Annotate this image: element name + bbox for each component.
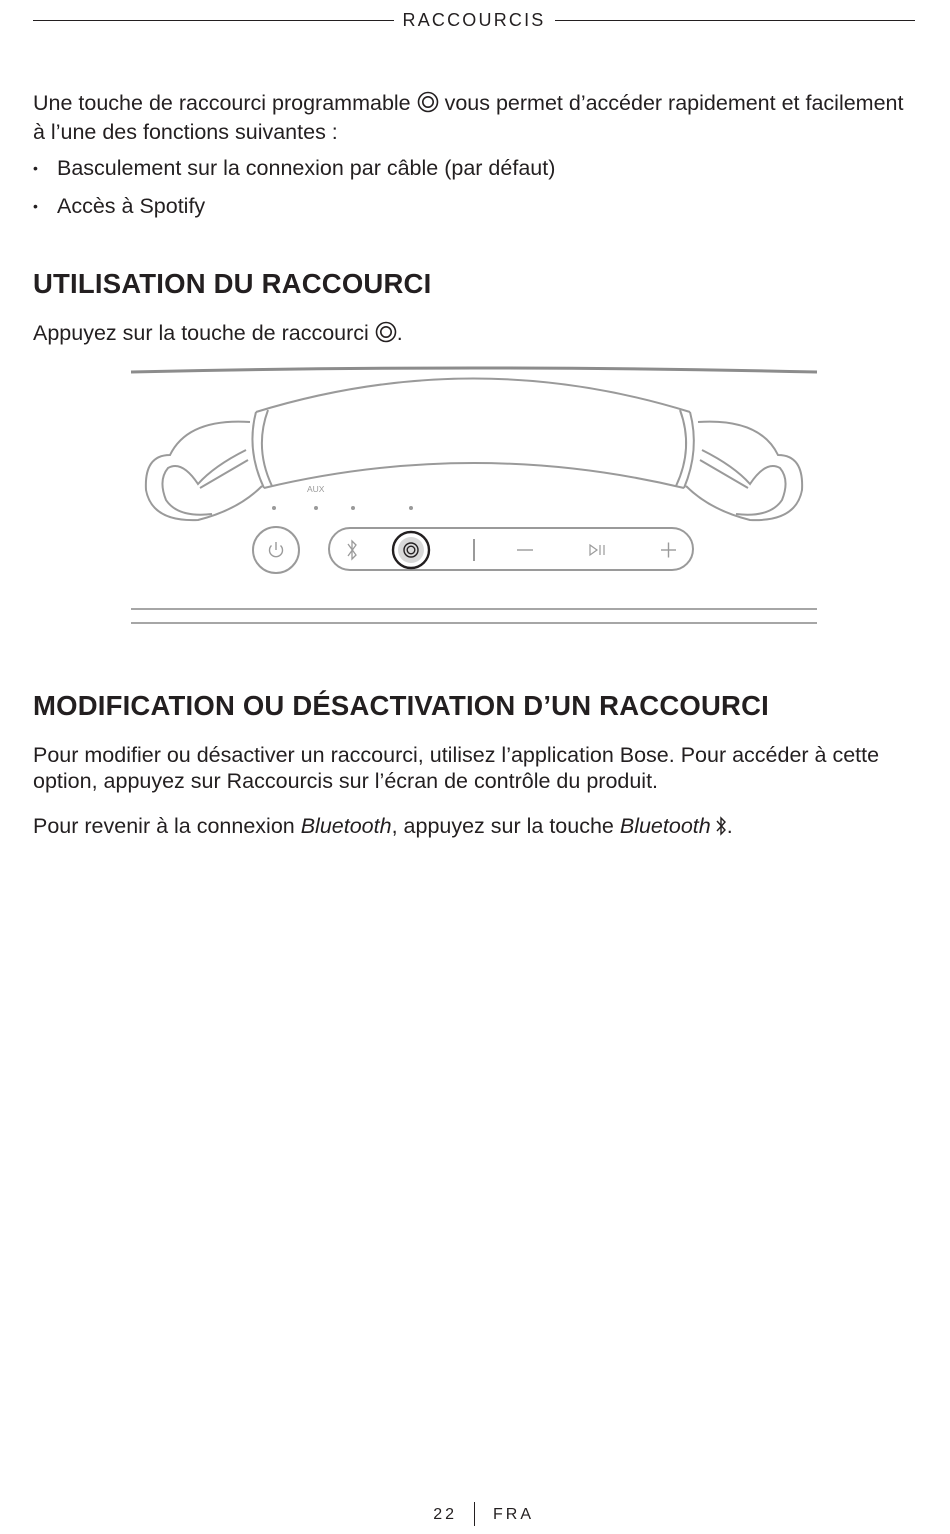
page-number: 22: [433, 1506, 457, 1523]
use-heading: UTILISATION DU RACCOURCI: [33, 268, 432, 299]
bluetooth-italic: Bluetooth: [619, 814, 711, 838]
modify-paragraph-block: [33, 742, 913, 794]
intro-text-after: vous permet d’accéder rapidement et facilement à l’une des fonctions suivantes :: [33, 91, 904, 144]
shortcut-button-highlight: [393, 532, 429, 568]
bluetooth-icon: [715, 816, 727, 842]
bluetooth-icon: [348, 541, 356, 559]
intro-paragraph: [33, 90, 913, 145]
use-section: [33, 268, 913, 300]
speaker-illustration: [128, 360, 820, 630]
page-footer: [0, 1500, 950, 1530]
aux-label: AUX: [307, 484, 325, 494]
header-rule-right: [555, 20, 916, 21]
intro-text-before: Une touche de raccourci programmable: [33, 91, 417, 115]
bullet-icon: •: [33, 198, 38, 214]
header-rule-left: [33, 20, 394, 21]
volume-up-icon: [661, 543, 676, 558]
use-instruction-block: [33, 320, 913, 349]
intro-block: [33, 90, 913, 145]
modify-heading: MODIFICATION OU DÉSACTIVATION D’UN RACCOURCI: [33, 690, 769, 721]
language-code: FRA: [493, 1506, 534, 1523]
use-instruction: Appuyez sur la touche de raccourci .: [33, 320, 913, 349]
footer-divider: [474, 1502, 475, 1526]
bluetooth-italic: Bluetooth: [300, 814, 392, 838]
bluetooth-paragraph-block: [33, 813, 913, 842]
section-title: RACCOURCIS: [402, 9, 546, 30]
bluetooth-paragraph: Pour revenir à la connexion Bluetooth, appuyez sur la touche Bluetooth .: [33, 813, 913, 842]
list-item: • Accès à Spotify: [33, 194, 206, 218]
power-icon: [270, 542, 283, 557]
shortcut-icon: [375, 321, 397, 349]
list-item: • Basculement sur la connexion par câble (par défaut): [33, 156, 556, 180]
modify-paragraph: Pour modifier ou désactiver un raccourci, utilisez l’application Bose. Pour accéder à cette option, appuyez sur Raccourcis sur l’écran de contrôle du produit.: [33, 743, 880, 793]
modify-section: [33, 690, 913, 722]
play-pause-icon: [590, 545, 604, 555]
bullet-icon: •: [33, 160, 38, 176]
feature-list: [33, 155, 913, 219]
section-header: [33, 8, 915, 32]
shortcut-icon: [417, 91, 439, 119]
